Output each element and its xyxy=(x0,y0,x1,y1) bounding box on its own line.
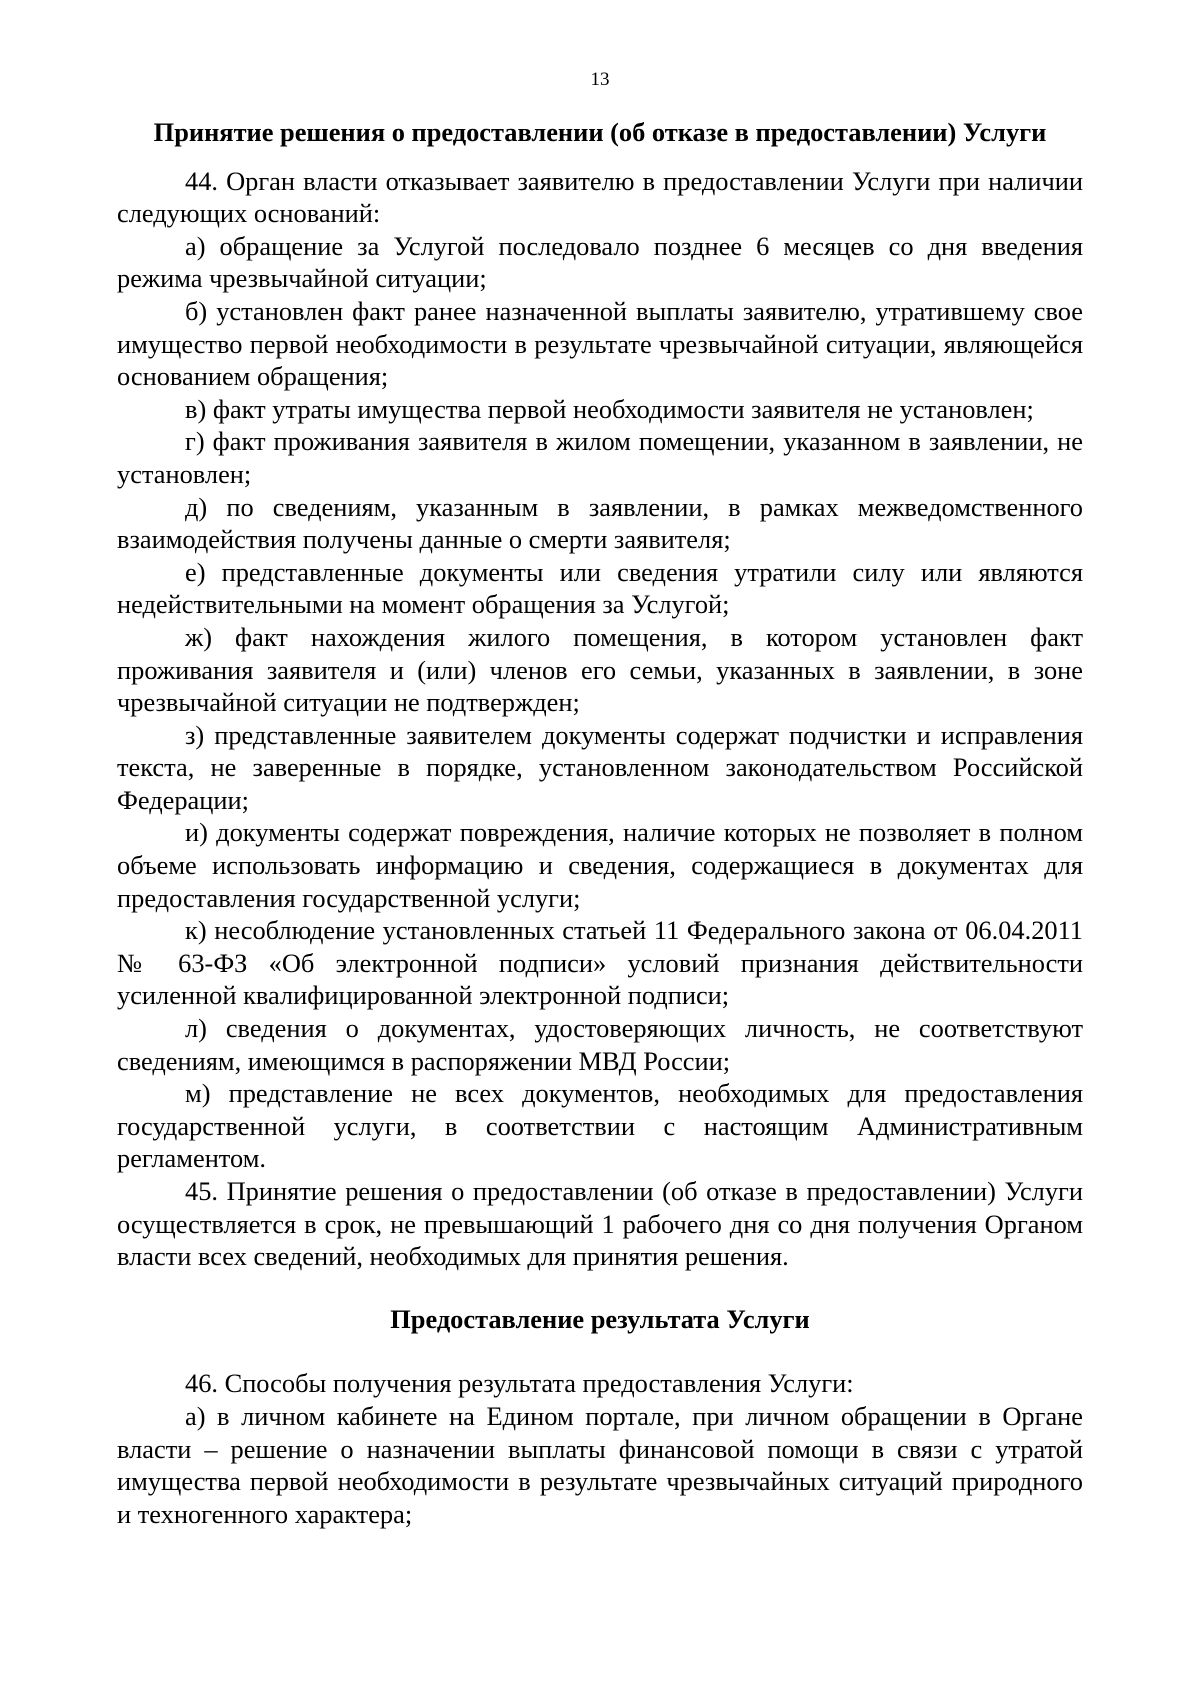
list-item-l: л) сведения о документах, удостоверяющих личность, не соответствуют сведениям, имеющимся в распоряжении МВД России; xyxy=(117,1013,1083,1076)
document-body xyxy=(117,116,1083,1530)
list-item-e: е) представленные документы или сведения утратили силу или являются недействительными на момент обращения за Услугой; xyxy=(117,556,1083,620)
page-number: 13 xyxy=(590,69,610,90)
paragraph-46: 46. Способы получения результата предоставления Услуги: xyxy=(185,1368,854,1399)
list-item-v: в) факт утраты имущества первой необходимости заявителя не установлен; xyxy=(185,393,1034,424)
paragraph-44: 44. Орган власти отказывает заявителю в предоставлении Услуги при наличии следующих оснований: xyxy=(117,165,1083,229)
list-item-k: к) несоблюдение установленных статьей 11 Федерального закона от 06.04.2011 № 63-ФЗ «Об электронной подписи» условий признания действительности усиленной квалифицированной электронной подписи; xyxy=(117,915,1083,1011)
section-heading-decision: Принятие решения о предоставлении (об отказе в предоставлении) Услуги xyxy=(153,117,1047,147)
list-item-46-a: а) в личном кабинете на Едином портале, при личном обращении в Органе власти – решение о назначении выплаты финансовой помощи в связи с утратой имущества первой необходимости в результате чрезвычайных ситуаций природного и техногенного характера; xyxy=(117,1400,1083,1529)
list-item-m: м) представление не всех документов, необходимых для предоставления государственной услуги, в соответствии с настоящим Административным регламентом. xyxy=(117,1078,1083,1174)
paragraph-45: 45. Принятие решения о предоставлении (об отказе в предоставлении) Услуги осуществляется в срок, не превышающий 1 рабочего дня со дня получения Органом власти всех сведений, необходимых для принятия решения. xyxy=(117,1176,1083,1272)
list-item-a: а) обращение за Услугой последовало позднее 6 месяцев со дня введения режима чрезвычайной ситуации; xyxy=(117,230,1083,294)
list-item-b: б) установлен факт ранее назначенной выплаты заявителю, утратившему свое имущество первой необходимости в результате чрезвычайной ситуации, являющейся основанием обращения; xyxy=(117,295,1083,392)
section-result-body xyxy=(117,1367,1083,1530)
section-decision-body xyxy=(117,165,1083,1273)
section-heading-result: Предоставление результата Услуги xyxy=(390,1303,810,1334)
list-item-zh: ж) факт нахождения жилого помещения, в котором установлен факт проживания заявителя и (или) членов его семьи, указанных в заявлении, в зоне чрезвычайной ситуации не подтвержден; xyxy=(117,621,1083,718)
list-item-i: и) документы содержат повреждения, наличие которых не позволяет в полном объеме использовать информацию и сведения, содержащиеся в документах для предоставления государственной услуги; xyxy=(117,817,1083,913)
list-item-d: д) по сведениям, указанным в заявлении, в рамках межведомственного взаимодействия получены данные о смерти заявителя; xyxy=(117,491,1083,555)
list-item-z: з) представленные заявителем документы содержат подчистки и исправления текста, не заверенные в порядке, установленном законодательством Российской Федерации; xyxy=(117,719,1083,815)
list-item-g: г) факт проживания заявителя в жилом помещении, указанном в заявлении, не установлен; xyxy=(117,426,1083,489)
